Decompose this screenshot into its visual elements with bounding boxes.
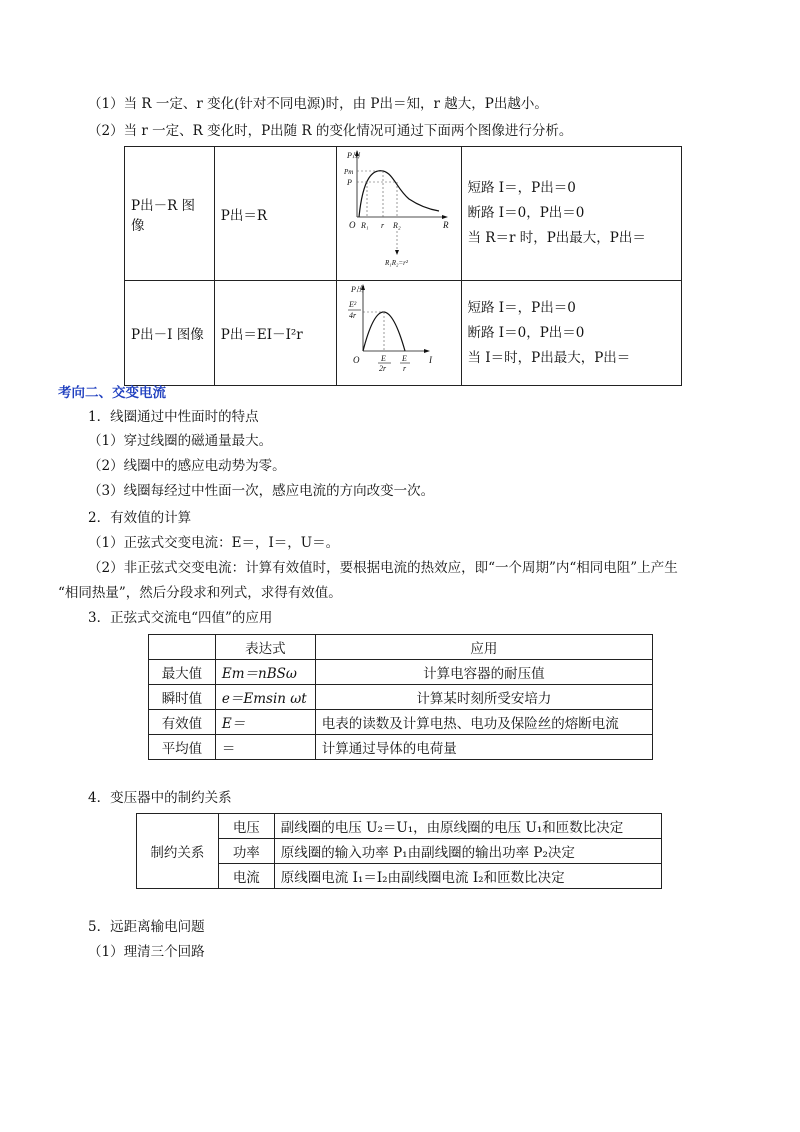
table-cell: 计算通过导体的电荷量 [315,735,652,760]
pr-note: 断路 I＝0，P出＝0 [467,205,585,221]
pi-notes [461,281,681,386]
table-cell: 有效值 [149,710,216,735]
table-cell: 原线圈的输入功率 P₁由副线圈的输出功率 P₂决定 [274,839,661,864]
graph-name: P出－I 图像 [125,281,215,386]
pr-note: 短路 I＝，P出＝0 [467,180,576,196]
pr-note: 当 R＝r 时，P出最大，P出＝ [467,230,646,246]
paragraph: （3）线圈每经过中性面一次，感应电流的方向改变一次。 [88,483,435,499]
table-cell: 计算电容器的耐压值 [315,660,652,685]
header-cell [149,635,216,660]
table-row [137,814,662,839]
section-title: 考向二、交变电流 [58,385,166,401]
paragraph: （1）理清三个回路 [88,944,205,960]
table-row [125,147,682,281]
pi-note: 当 I＝时，P出最大，P出＝ [467,349,631,366]
table-header-row [149,635,653,660]
table-cell: E＝ [215,710,315,735]
table-row [149,710,653,735]
pr-r2-label: R₂ [392,221,401,230]
pi-origin-label: O [352,355,360,365]
table-cell: Em＝nBSω [215,660,315,685]
pi-yden-label: 4r [348,311,356,320]
pr-p-label: P [346,178,352,187]
paragraph: （2）线圈中的感应电动势为零。 [88,458,286,474]
table-cell: 功率 [218,839,274,864]
pi-note: 断路 I＝0，P出＝0 [467,324,585,341]
pi-graph [337,281,461,381]
pi-x2num-label: E [401,354,407,363]
graph-table [124,146,682,386]
intro-line-2: （2）当 r 一定、R 变化时，P出随 R 的变化情况可通过下面两个图像进行分析。 [88,123,573,139]
table-cell: 最大值 [149,660,216,685]
pi-x1num-label: E [380,354,386,363]
pr-pm-label: Pm [343,168,353,176]
table-cell: 计算某时刻所受安培力 [315,685,652,710]
pr-graph-cell [336,147,461,281]
table-cell: 电流 [218,864,274,889]
table-row [125,281,682,386]
graph-formula: P出＝EI－I²r [214,281,336,386]
pr-origin-label: O [348,220,356,230]
paragraph: （2）非正弦式交变电流：计算有效值时，要根据电流的热效应，即“一个周期”内“相同电阻”上产生 [88,560,678,576]
pi-x1den-label: 2r [378,364,386,373]
heading-4: 4．变压器中的制约关系 [88,790,232,806]
header-cell: 表达式 [215,635,315,660]
graph-formula: P出＝R [214,147,336,281]
table-row [149,660,653,685]
paragraph: （1）穿过线圈的磁通量最大。 [88,433,273,449]
table-cell: 瞬时值 [149,685,216,710]
table-cell: 电压 [218,814,274,839]
heading-2: 2．有效值的计算 [88,510,192,526]
table-cell: 原线圈电流 I₁＝I₂由副线圈电流 I₂和匝数比决定 [274,864,661,889]
pr-below-label: R₁R₂=r² [384,259,408,267]
four-values-table [148,634,653,760]
table-cell: 电表的读数及计算电热、电功及保险丝的熔断电流 [315,710,652,735]
table-row [149,685,653,710]
heading-5: 5．远距离输电问题 [88,919,205,935]
table-cell: 副线圈的电压 U₂＝U₁，由原线圈的电压 U₁和匝数比决定 [274,814,661,839]
table-row [149,735,653,760]
pr-r1-label: R₁ [360,221,369,230]
table-cell: 平均值 [149,735,216,760]
pi-ynum-label: E² [348,300,356,309]
pr-notes [461,147,681,281]
pr-graph [337,147,461,276]
pi-note: 短路 I＝，P出＝0 [467,299,576,316]
table-cell: e＝Emsin ωt [215,685,315,710]
paragraph: （1）正弦式交变电流：E＝，I＝，U＝。 [88,535,340,551]
heading-3: 3．正弦式交流电“四值”的应用 [88,610,273,626]
intro-line-1: （1）当 R 一定、r 变化(针对不同电源)时，由 P出＝知，r 越大，P出越小。 [88,96,548,112]
pi-xaxis-label: I [428,355,432,365]
heading-1: 1．线圈通过中性面时的特点 [88,409,259,425]
pi-x2den-label: r [402,364,406,373]
graph-name: P出－R 图像 [125,147,215,281]
transformer-table [136,813,662,889]
pr-ytop-label: P出 [346,151,360,160]
pi-graph-cell [336,281,461,386]
group-label: 制约关系 [137,814,219,889]
paragraph: “相同热量”，然后分段求和列式，求得有效值。 [58,585,342,601]
pr-xaxis-label: R [442,220,449,230]
pi-ytop-label: P出 [350,285,364,294]
pr-r-label: r [380,221,384,230]
header-cell: 应用 [315,635,652,660]
table-cell: ＝ [215,735,315,760]
